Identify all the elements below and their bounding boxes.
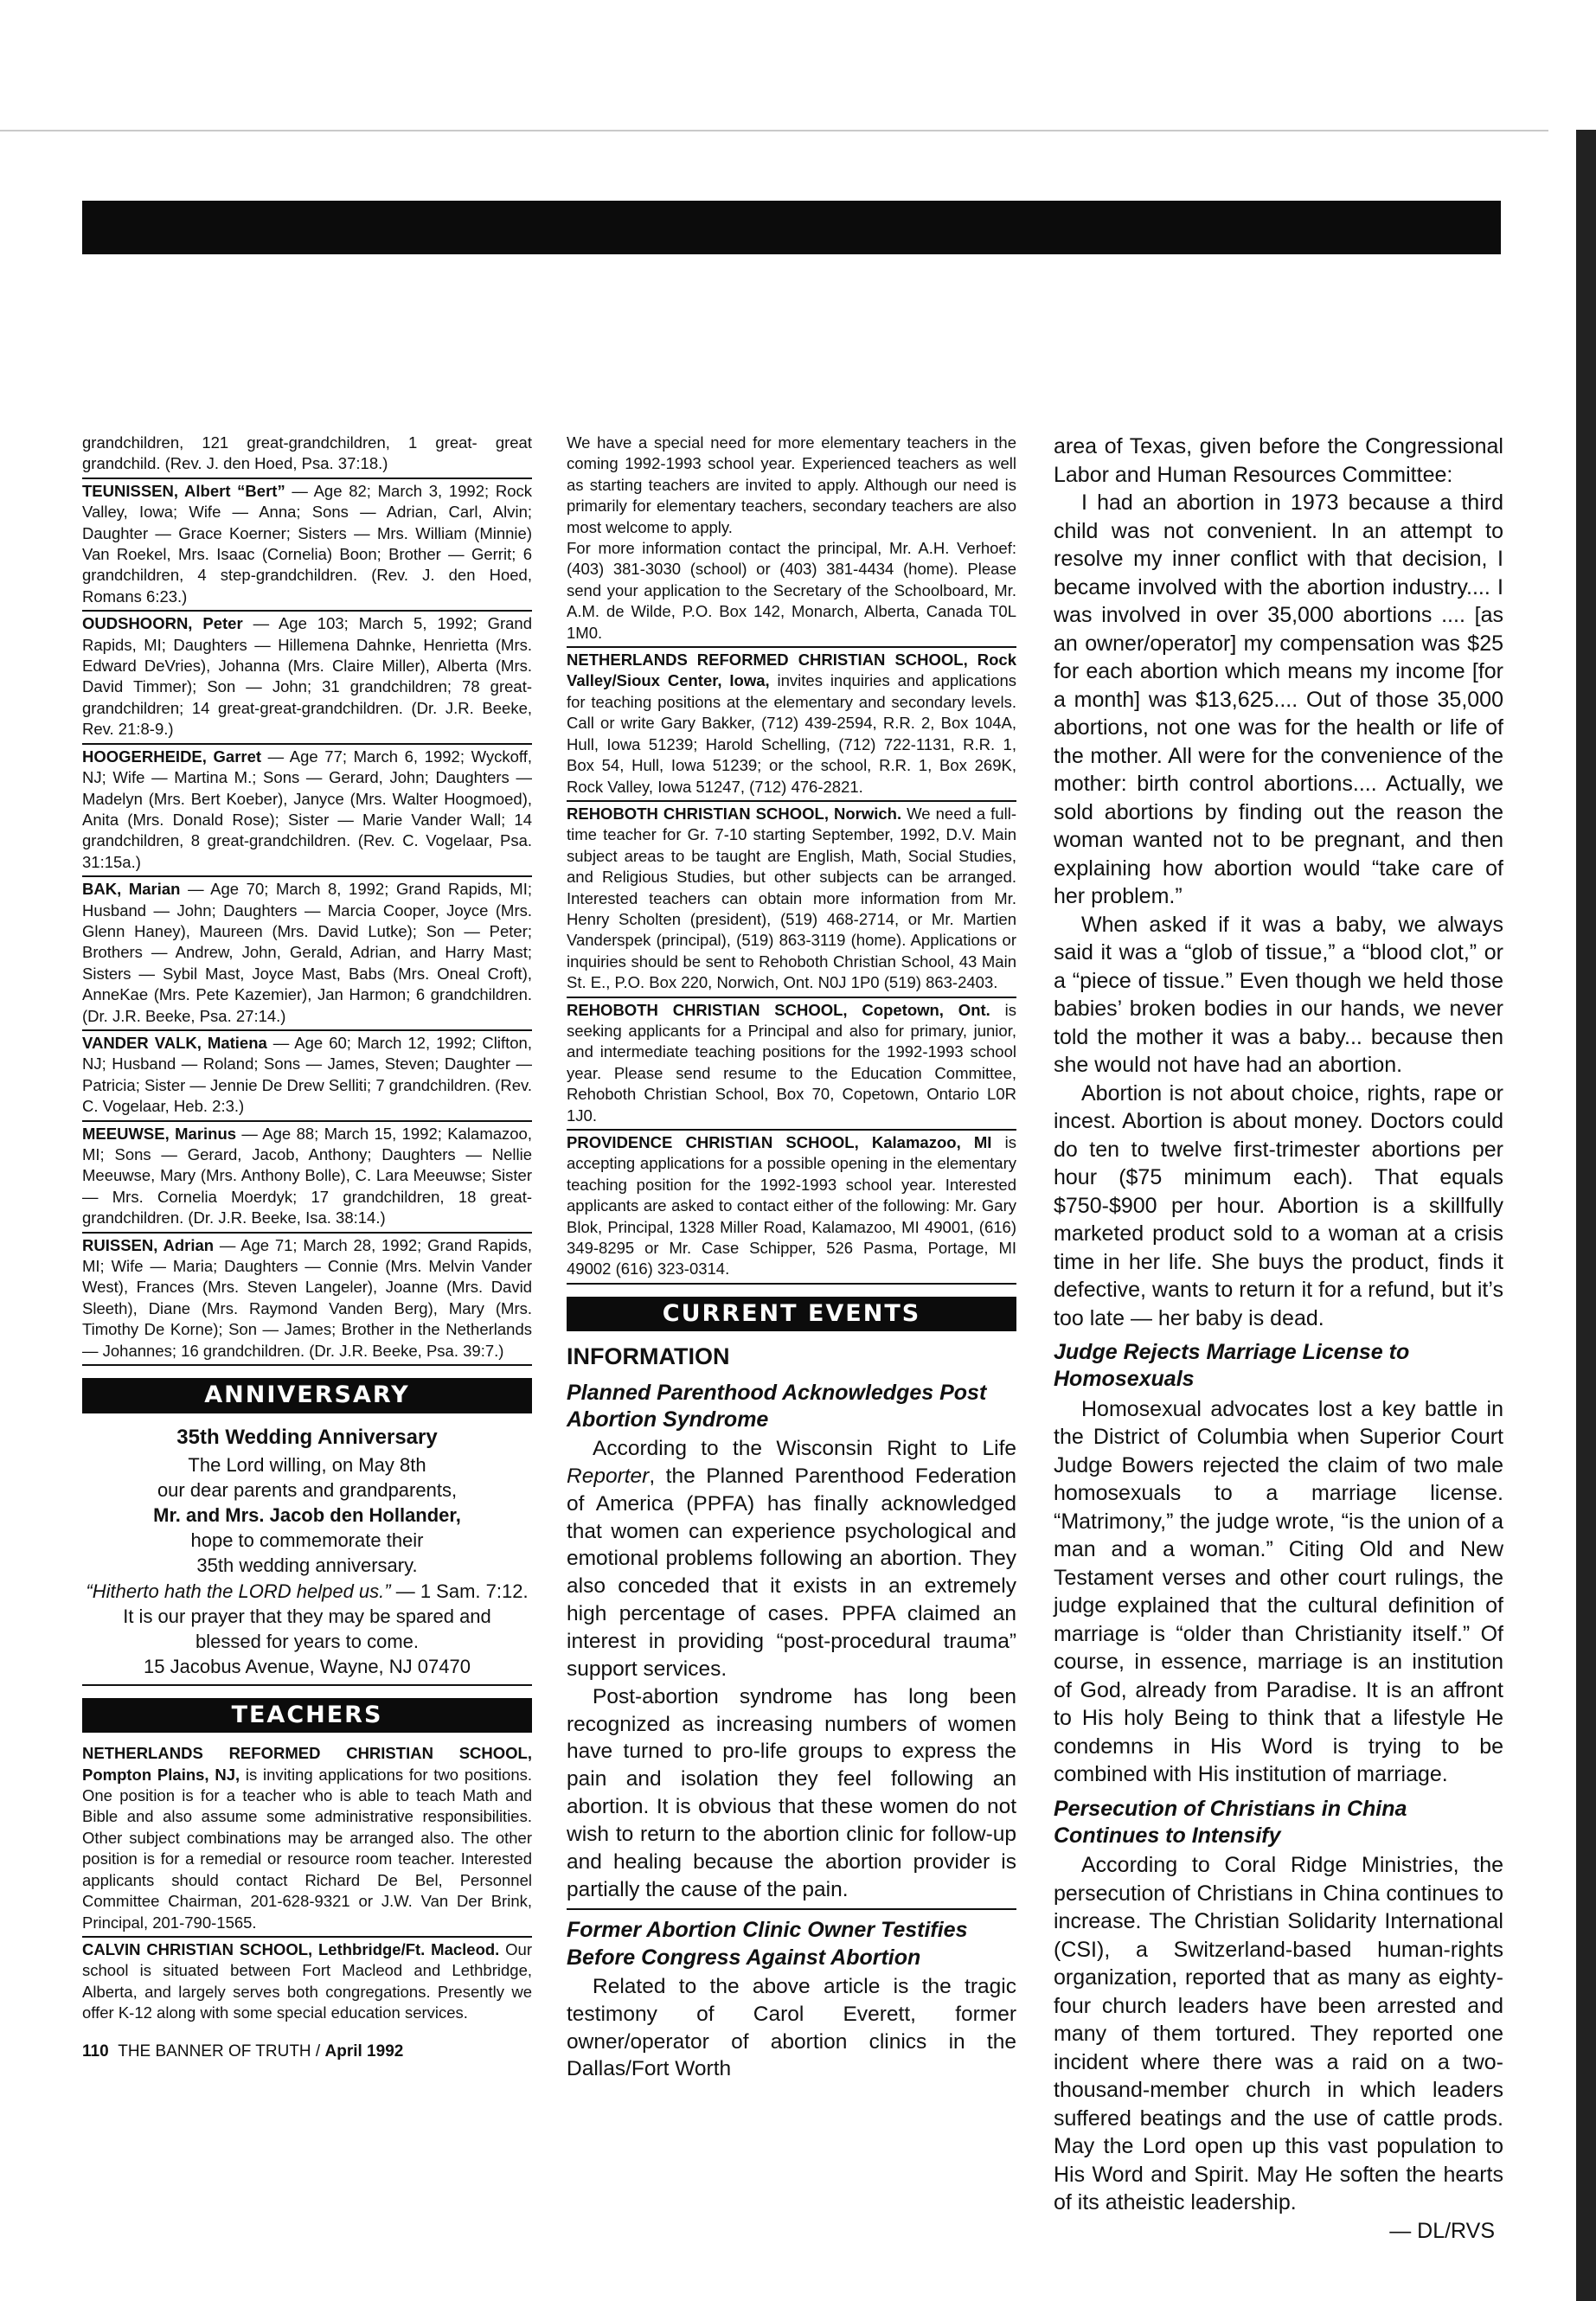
divider <box>82 1684 532 1686</box>
column-3 <box>1054 433 1503 2245</box>
teacher-ad: NETHERLANDS REFORMED CHRISTIAN SCHOOL, Pompton Plains, NJ, is inviting applications for two positions. One position is for a teacher who is able to teach Math and Bible and also assume some administrative responsibilities. Other subject combinations may be arranged also. The other position is for a remedial or resource room teacher. Interested applicants should contact Richard De Bel, Personnel Committee Chairman, 201-628-9321 or J.W. Van Der Brink, Principal, 201-790-1565. <box>82 1744 532 1932</box>
anniversary-line: hope to commemorate their <box>190 1529 424 1552</box>
anniversary-line: blessed for years to come. <box>195 1630 419 1652</box>
testimony-quote: Abortion is not about choice, rights, rape or incest. Abortion is about money. Doctors could do ten to twelve first-trimester abortions per hour ($75 minimum each). That equals $750-$900 per hour. Abortion is a skillfully marketed product sold to a woman at a crisis time in her life. She buys the product, finds it defective, wants to return it for a refund, but it’s too late — her baby is dead. <box>1054 1080 1503 1330</box>
article-paragraph: area of Texas, given before the Congressional Labor and Human Resources Committee: <box>1054 434 1503 487</box>
article-signature: — DL/RVS <box>1389 2218 1495 2243</box>
anniversary-notice <box>82 1424 532 1679</box>
column-2 <box>567 433 1016 2083</box>
obituary-entry: OUDSHOORN, Peter — Age 103; March 5, 1992; Grand Rapids, MI; Daughters — Hillemena Dahnke, Henrietta (Mrs. Edward DeVries), Johanna (Mrs. Claire Miller), Alberta (Mrs. David Timmer); Son — John; 31 grandchildren; 78 great-grandchildren; 14 great-great-grandchildren. (Dr. J.R. Beeke, Rev. 21:8-9.) <box>82 610 532 742</box>
anniversary-line: our dear parents and grandparents, <box>157 1479 458 1502</box>
scan-right-edge <box>1576 130 1596 2301</box>
obituary-entry: BAK, Marian — Age 70; March 8, 1992; Grand Rapids, MI; Husband — John; Daughters — Marcia Cooper, Joyce (Mrs. Glenn Haney), Maureen (Mrs. David Lutke); Son — Peter; Brothers — Andrew, John, Gerald, Adrian, and Harry Mast; Sisters — Sybil Mast, Joyce Mast, Babs (Mrs. Oneal Croft), AnneKae (Mrs. Pete Kazemier), Jan Harmon; 6 grandchildren. (Dr. J.R. Beeke, Psa. 27:14.) <box>82 875 532 1029</box>
teacher-ad: CALVIN CHRISTIAN SCHOOL, Lethbridge/Ft. Macleod. Our school is situated between Fort Macleod and Lethbridge, Alberta, and largely serves both congregations. Presently we offer K-12 along with some special education services. <box>82 1936 532 2027</box>
article-paragraph: According to Coral Ridge Ministries, the persecution of Christians in China continues to increase. The Christian Solidarity International (CSI), a Switzerland-based human-rights organization, reported that as many as eighty-four church leaders have been arrested and many of them tortured. They reported one incident where there was a raid on a two-thousand-member church in which leaders suffered beatings and the use of cattle prods. May the Lord open up this vast population to His Word and Spirit. May He soften the hearts of its atheistic leadership. <box>1054 1853 1503 2214</box>
article-paragraph: According to the Wisconsin Right to Life Reporter, the Planned Parenthood Federation of America (PPFA) has finally acknowledged that women can experience psychological and emotional problems following an abortion. They also conceded that it exists in an extremely high percentage of cases. PPFA claimed an interest in providing “post-procedural trauma” support services. <box>567 1437 1016 1681</box>
teacher-ad: PROVIDENCE CHRISTIAN SCHOOL, Kalamazoo, MI is accepting applications for a possible opening in the elementary teaching position for the 1992-1993 school year. Interested applicants are asked to contact either of the following: Mr. Gary Blok, Principal, 1328 Miller Road, Kalamazoo, MI 49001, (616) 349-8295 or Mr. Case Schipper, 526 Pasma, Portage, MI 49002 (616) 323-0314. <box>567 1129 1016 1285</box>
teacher-ad: NETHERLANDS REFORMED CHRISTIAN SCHOOL, Rock Valley/Sioux Center, Iowa, invites inquiries and applications for teaching positions at the elementary and secondary levels. Call or write Gary Bakker, (712) 439-2594, R.R. 2, Box 104A, Hull, Iowa 51239; Harold Schelling, (712) 722-1131, R.R. 1, Box 54, Hull, Iowa 51239; or the school, R.R. 1, Box 269K, Rock Valley, Iowa 51247, (712) 476-2821. <box>567 646 1016 800</box>
scan-top-rule <box>0 130 1548 131</box>
anniversary-line: 35th wedding anniversary. <box>196 1554 418 1577</box>
anniversary-line: The Lord willing, on May 8th <box>188 1454 426 1477</box>
divider <box>567 1908 1016 1910</box>
information-heading: INFORMATION <box>567 1343 730 1370</box>
obituary-entry: VANDER VALK, Matiena — Age 60; March 12, 1992; Clifton, NJ; Husband — Roland; Sons — James, Steven; Daughter — Patricia; Sister — Jennie De Drew Selliti; 7 grandchildren. (Rev. C. Vogelaar, Heb. 2:3.) <box>82 1029 532 1120</box>
article-paragraph: Post-abortion syndrome has long been recognized as increasing numbers of women have turned to pro-life groups to express the pain and isolation they feel following an abortion. It is obvious that these women do not wish to return to the abortion clinic for follow-up and healing because the abortion provider is partially the cause of the pain. <box>567 1684 1016 1901</box>
article-paragraph: Homosexual advocates lost a key battle in the District of Columbia when Superior Court Judge Bowers rejected the claim of two male homosexuals to a marriage license. “Matrimony,” the judge wrote, “is the union of a man and a woman.” Citing Old and New Testament verses and other court rulings, the judge explained that the cultural definition of marriage is “older than Christianity itself.” Of course, in essence, marriage is an institution of God, already from Paradise. It is an affront to His holy Being to think that a lifestyle He condemns in His Word is trying to be combined with His institution of marriage. <box>1054 1396 1503 1786</box>
anniversary-names: Mr. and Mrs. Jacob den Hollander, <box>153 1504 461 1527</box>
teacher-ad: We have a special need for more elementary teachers in the coming 1992-1993 school year. Experienced teachers as well as starting teachers are invited to apply. Although our need is primarily for elementary teachers, secondary teachers are also most welcome to apply. For more information contact the principal, Mr. A.H. Verhoef: (403) 381-3030 (school) or (403) 381-4434 (home). Please send your application to the Secretary of the Schoolboard, Mr. A.M. de Wilde, P.O. Box 142, Monarch, Alberta, Canada T0L 1M0. <box>567 433 1016 642</box>
publication-title: THE BANNER OF TRUTH / <box>118 2041 325 2061</box>
article-headline: Planned Parenthood Acknowledges Post Abortion Syndrome <box>567 1380 987 1432</box>
obituary-entry: MEEUWSE, Marinus — Age 88; March 15, 1992; Kalamazoo, MI; Sons — Gerard, Jacob, Anthony; Daughters — Nellie Meeuwse, Mary (Mrs. Anthony Bolle), C. Lara Meeuwse; Sister — Mrs. Cornelia Moerdyk; 17 grandchildren, 18 great-grandchildren. (Dr. J.R. Beeke, Isa. 38:14.) <box>82 1120 532 1232</box>
page-footer <box>82 2041 532 2062</box>
anniversary-address: 15 Jacobus Avenue, Wayne, NJ 07470 <box>144 1655 471 1677</box>
page-number: 110 <box>82 2041 109 2061</box>
obituary-entry: RUISSEN, Adrian — Age 71; March 28, 1992; Grand Rapids, MI; Wife — Maria; Daughters — Connie (Mrs. Melvin Vander West), Frances (Mrs. Steven Langeler), Joanne (Mrs. David Sleeth), Diane (Mrs. Raymond Vanden Berg), Mary (Mrs. Timothy De Korne); Son — James; Brother in the Netherlands — Johannes; 16 grandchildren. (Dr. J.R. Beeke, Psa. 39:7.) <box>82 1232 532 1366</box>
current-events-header: CURRENT EVENTS <box>567 1297 1016 1332</box>
page-header-bar <box>82 201 1501 254</box>
column-1 <box>82 433 532 2062</box>
obituary-entry: HOOGERHEIDE, Garret — Age 77; March 6, 1992; Wyckoff, NJ; Wife — Martina M.; Sons — Gerard, John; Daughters — Madelyn (Mrs. Bert Koeber), Janyce (Mrs. Walter Hoogmoed), Anita (Mrs. Donald Rose); Sister — Marie Vander Wall; 14 grandchildren, 8 great-grandchildren. (Rev. C. Vogelaar, Psa. 31:15a.) <box>82 743 532 875</box>
obituary-entry: grandchildren, 121 great-grandchildren, 1 great- great grandchild. (Rev. J. den Hoed, Psa. 37:18.) <box>82 433 532 473</box>
anniversary-line: It is our prayer that they may be spared and <box>123 1605 491 1627</box>
current-events-body <box>567 1342 1016 2083</box>
anniversary-title: 35th Wedding Anniversary <box>176 1425 438 1449</box>
teacher-ad: REHOBOTH CHRISTIAN SCHOOL, Norwich. We need a full-time teacher for Gr. 7-10 starting September, 1992, D.V. Main subject areas to be taught are English, Math, Social Studies, and Religious Studies, but other subjects can be arranged. Interested teachers can obtain more information from Mr. Henry Scholten (president), (519) 468-2714, or Mr. Martien Vanderspek (principal), (519) 863-3119 (home). Applications or inquiries should be sent to Rehoboth Christian School, 43 Main St. E., P.O. Box 220, Norwich, Ont. N0J 1P0 (519) 863-2403. <box>567 800 1016 997</box>
issue-date: April 1992 <box>324 2041 404 2061</box>
anniversary-header: ANNIVERSARY <box>82 1378 532 1413</box>
article-paragraph: Related to the above article is the tragic testimony of Carol Everett, former owner/operator of abortion clinics in the Dallas/Fort Worth <box>567 1974 1016 2081</box>
anniversary-quote: “Hitherto hath the LORD helped us.” — 1 Sam. 7:12. <box>86 1580 529 1602</box>
obituary-entry: TEUNISSEN, Albert “Bert” — Age 82; March 3, 1992; Rock Valley, Iowa; Wife — Anna; Sons — Adrian, Carl, Alvin; Daughter — Grace Koerner; Sisters — Mrs. William (Minnie) Van Roekel, Mrs. Isaac (Cornelia) Boon; Brother — Gerrit; 6 grandchildren, 4 step-grandchildren. (Rev. J. den Hoed, Romans 6:23.) <box>82 478 532 610</box>
article-headline: Persecution of Christians in China Continues to Intensify <box>1054 1796 1407 1848</box>
testimony-quote: I had an abortion in 1973 because a third child was not convenient. In an attempt to resolve my inner conflict with that decision, I became involved with the abortion industry.... I was involved in over 35,000 abortions .... [as an owner/operator] my compensation was $25 for each abortion which means my income [for a month] was $13,625.... Out of those 35,000 abortions, not one was for the health or life of the mother. All were for the convenience of the mother: birth control abortions.... Actually, we sold abortions by finding out the reason the woman wanted not to be pregnant, and then explaining how abortion would “take care of her problem.” <box>1054 490 1503 908</box>
teachers-header: TEACHERS <box>82 1698 532 1734</box>
article-headline: Former Abortion Clinic Owner Testifies Before Congress Against Abortion <box>567 1918 968 1970</box>
article-headline: Judge Rejects Marriage License to Homosexuals <box>1054 1340 1410 1392</box>
teacher-ad: REHOBOTH CHRISTIAN SCHOOL, Copetown, Ont. is seeking applicants for a Principal and also for primary, junior, and intermediate teaching positions for the 1992-1993 school year. Please send resume to the Education Committee, Rehoboth Christian School, Box 70, Copetown, Ontario L0R 1J0. <box>567 997 1016 1129</box>
testimony-quote: When asked if it was a baby, we always said it was a “glob of tissue,” a “blood clot,” or a “piece of tissue.” Even though we held those babies’ broken bodies in our hands, we never told the mother it was a baby... because then she would not have had an abortion. <box>1054 912 1503 1077</box>
